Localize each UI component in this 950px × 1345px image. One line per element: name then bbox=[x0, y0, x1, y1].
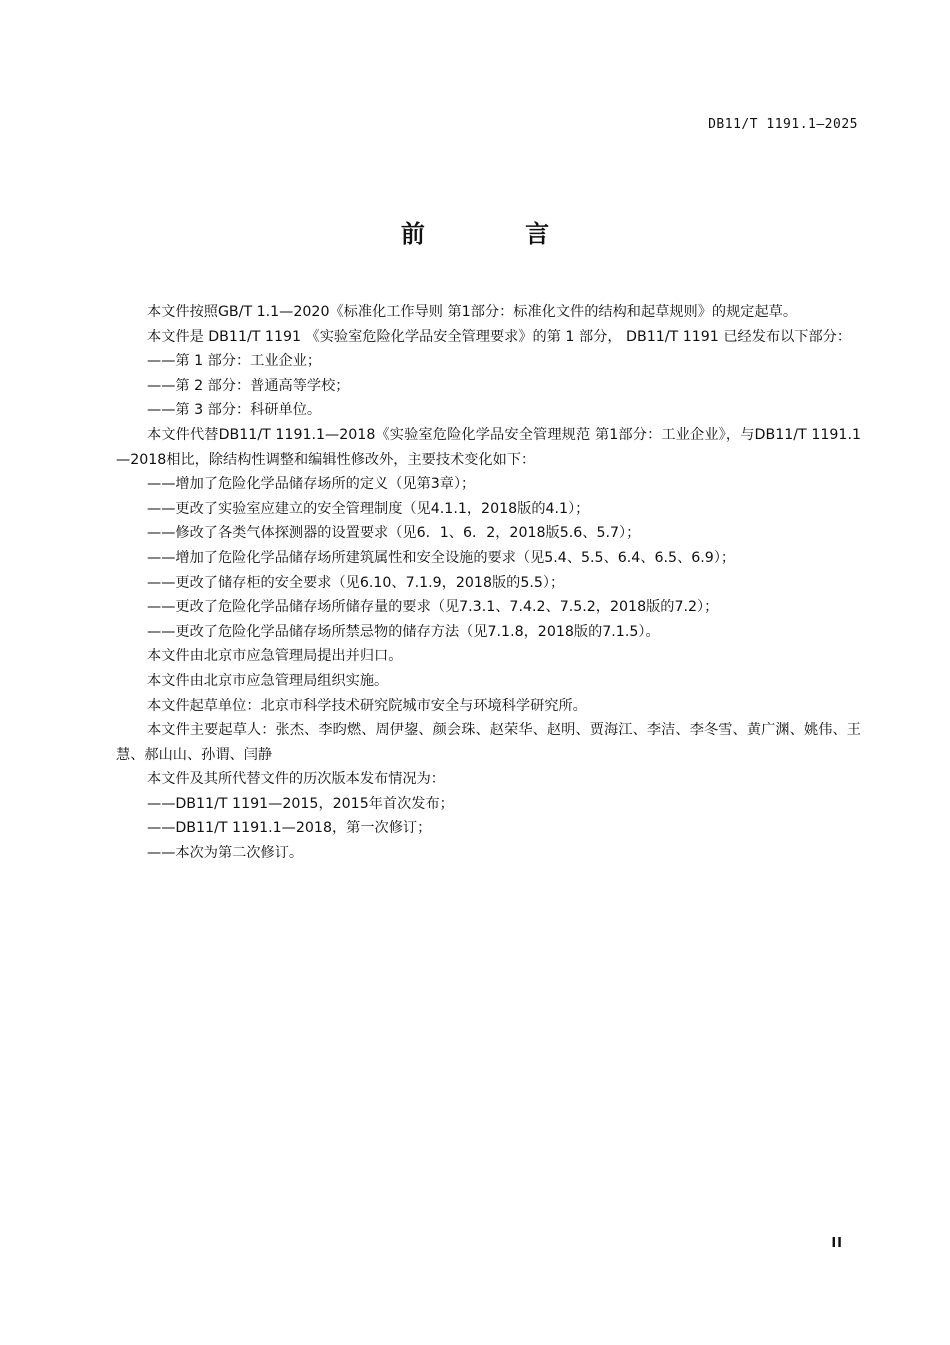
paragraph: 本文件及其所代替文件的历次版本发布情况为： bbox=[147, 771, 445, 788]
paragraph: 本文件是 DB11/T 1191 《实验室危险化学品安全管理要求》的第 1 部分， DB11/T 1191 已经发布以下部分： bbox=[147, 328, 852, 345]
document-code-header: DB11/T 1191.1—2025 bbox=[708, 117, 858, 132]
page-number: II bbox=[831, 1236, 843, 1251]
list-item: ——DB11/T 1191.1—2018，第一次修订； bbox=[147, 820, 432, 837]
list-item: ——DB11/T 1191—2015，2015年首次发布； bbox=[147, 795, 454, 812]
list-item: ——第 1 部分：工业企业； bbox=[147, 353, 322, 370]
paragraph: 本文件由北京市应急管理局组织实施。 bbox=[147, 672, 389, 689]
section-title: 前 言 bbox=[400, 220, 596, 248]
list-item: ——更改了储存柜的安全要求（见6.10、7.1.9，2018版的5.5）； bbox=[147, 574, 565, 591]
list-item: ——更改了危险化学品储存场所禁忌物的储存方法（见7.1.8，2018版的7.1.5）。 bbox=[147, 623, 660, 640]
list-item: ——更改了危险化学品储存场所储存量的要求（见7.3.1、7.4.2、7.5.2，2018版的7.2）； bbox=[147, 599, 719, 616]
list-item: ——更改了实验室应建立的安全管理制度（见4.1.1，2018版的4.1）； bbox=[147, 500, 590, 517]
paragraph: 本文件主要起草人：张杰、李昀燃、周伊鋆、颜会珠、赵荣华、赵明、贾海江、李洁、李冬雪、黄广渊、姚伟、王慧、郝山山、孙谓、闫静 bbox=[116, 722, 861, 763]
list-item: ——增加了危险化学品储存场所建筑属性和安全设施的要求（见5.4、5.5、6.4、6.5、6.9）； bbox=[147, 549, 736, 566]
list-item: ——第 2 部分：普通高等学校； bbox=[147, 377, 350, 394]
paragraph: 本文件由北京市应急管理局提出并归口。 bbox=[147, 648, 403, 665]
list-item: ——增加了危险化学品储存场所的定义（见第3章）； bbox=[147, 476, 476, 493]
list-item: ——第 3 部分：科研单位。 bbox=[147, 402, 322, 419]
paragraph: 本文件代替DB11/T 1191.1—2018《实验室危险化学品安全管理规范 第1部分：工业企业》，与DB11/T 1191.1—2018相比，除结构性调整和编辑性修改外，主要技术变化如下： bbox=[116, 426, 861, 468]
foreword-body bbox=[116, 300, 861, 866]
list-item: ——修改了各类气体探测器的设置要求（见6．1、6．2，2018版5.6、5.7）； bbox=[147, 525, 641, 542]
paragraph: 本文件按照GB/T 1.1—2020《标准化工作导则 第1部分：标准化文件的结构和起草规则》的规定起草。 bbox=[147, 304, 798, 320]
list-item: ——本次为第二次修订。 bbox=[147, 845, 304, 862]
paragraph: 本文件起草单位：北京市科学技术研究院城市安全与环境科学研究所。 bbox=[147, 697, 587, 714]
